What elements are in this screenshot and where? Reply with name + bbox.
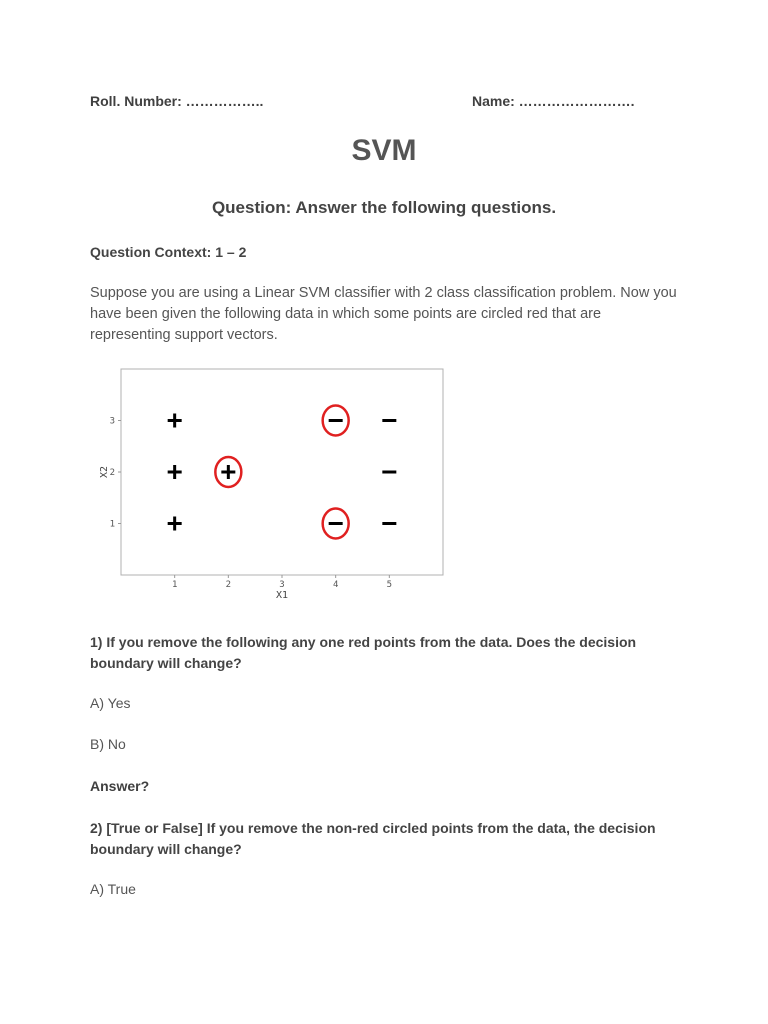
x-tick-label: 2 [225, 580, 232, 590]
roll-number-label: Roll. Number: …………….. [90, 93, 264, 109]
svm-scatter-chart [95, 362, 455, 612]
option-a-yes: A) Yes [90, 695, 131, 711]
intro-line: have been given the following data in which some points are circled red that are [90, 306, 602, 322]
question-1-line: 1) If you remove the following any one red points from the data. Does the decision [90, 634, 637, 650]
question-2 [90, 818, 680, 859]
page-title: SVM [351, 134, 417, 167]
question-1-line: boundary will change? [90, 654, 242, 671]
intro-line: representing support vectors. [90, 327, 278, 343]
question-context: Question Context: 1 – 2 [90, 244, 247, 260]
x-axis-label: X1 [275, 590, 289, 601]
question-1 [90, 632, 680, 673]
x-tick-label: 4 [332, 580, 339, 590]
y-tick-label: 3 [109, 416, 115, 427]
answer-label: Answer? [90, 778, 150, 794]
x-tick-label: 3 [279, 580, 285, 590]
y-tick-label: 1 [109, 519, 115, 530]
y-axis-label: X2 [99, 465, 110, 479]
intro-paragraph [90, 283, 690, 346]
name-label: Name: ……………………. [472, 93, 635, 109]
question-2-line: boundary will change? [90, 840, 242, 857]
x-tick-label: 5 [386, 580, 393, 590]
option-a-true: A) True [90, 881, 136, 897]
question-2-line: 2) [True or False] If you remove the non-red circled points from the data, the decision [90, 820, 656, 836]
x-tick-label: 1 [171, 580, 178, 590]
section-subtitle: Question: Answer the following questions. [211, 198, 557, 217]
option-b-no: B) No [90, 736, 126, 752]
y-tick-label: 2 [109, 468, 115, 478]
intro-line: Suppose you are using a Linear SVM classifier with 2 class classification problem. Now you [90, 285, 677, 301]
